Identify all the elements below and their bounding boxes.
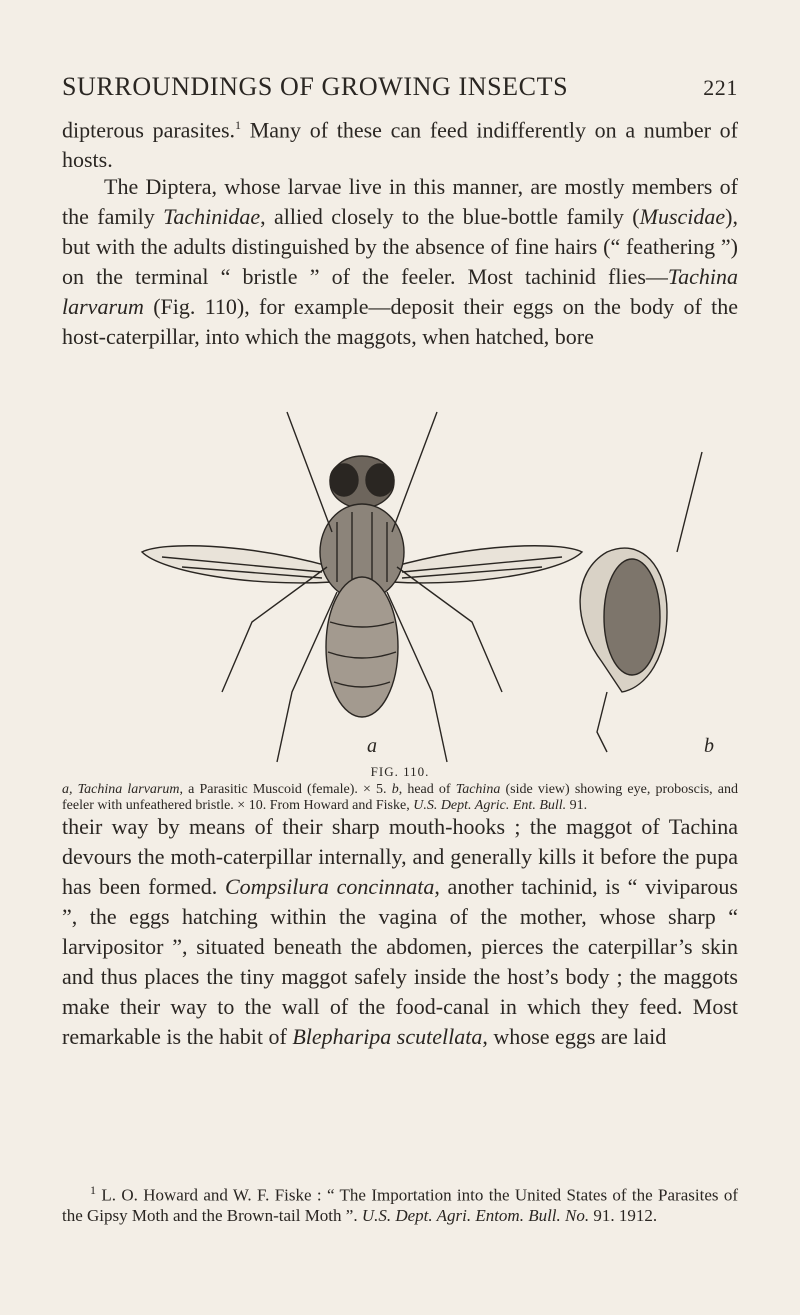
footnote: $^1$ L. O. Howard and W. F. Fiske : “ The Importation into the United States of the Parasites of the Gipsy Moth and the Brown-tail Moth ”. U.S. Dept. Agri. Entom. Bull. No. 91. 1912. — [62, 1183, 738, 1225]
running-head: SURROUNDINGS OF GROWING INSECTS — [62, 72, 569, 101]
panel-a-label: a — [367, 735, 377, 757]
panel-b-label: b — [704, 735, 714, 757]
figure-number: FIG. 110. — [370, 764, 430, 779]
fly-dorsal-drawing — [142, 412, 582, 762]
fly-illustration — [102, 392, 722, 787]
footnote-ref: 1 — [235, 118, 242, 132]
paragraph-3: their way by means of their sharp mouth-hooks ; the maggot of Tachina devours the moth-caterpillar internally, and generally kills it before the pupa has been formed. Compsilura concinnata, another tachinid, is “ viviparous ”, the eggs hatching within the vagina of the mother, whose sharp “ larvipositor ”, situated beneath the abdomen, pierces the caterpillar’s skin and thus places the tiny maggot safely inside the host’s body ; the maggots make their way to the wall of the food-canal in which they feed. Most remarkable is the habit of Blepharipa scutellata, whose eggs are laid — [62, 814, 738, 1049]
page-number: 221 — [703, 75, 738, 100]
footnote-marker: 1 — [90, 1183, 96, 1197]
fly-head-side-drawing — [580, 452, 702, 752]
paragraph-1: dipterous parasites.$^1$ Many of these can feed indifferently on a number of hosts. — [62, 117, 738, 173]
paragraph-2: The Diptera, whose larvae live in this manner, are mostly members of the family Tachinidae, allied closely to the blue-bottle family (Muscidae), but with the adults distinguished by the absence of fine hairs (“ feathering ”) on the terminal “ bristle ” of the feeler. Most tachinid flies—Tachina larvarum (Fig. 110), for example—deposit their eggs on the body of the host-caterpillar, into which the maggots, when hatched, bore — [62, 174, 738, 349]
figure-caption: a, Tachina larvarum, a Parasitic Muscoid (female). × 5. b, head of Tachina (side view) showing eye, proboscis, and feeler with unfeathered bristle. × 10. From Howard and Fiske, U.S. Dept. Agric. Ent. Bull. 91. — [62, 782, 739, 813]
page-header — [62, 72, 738, 102]
